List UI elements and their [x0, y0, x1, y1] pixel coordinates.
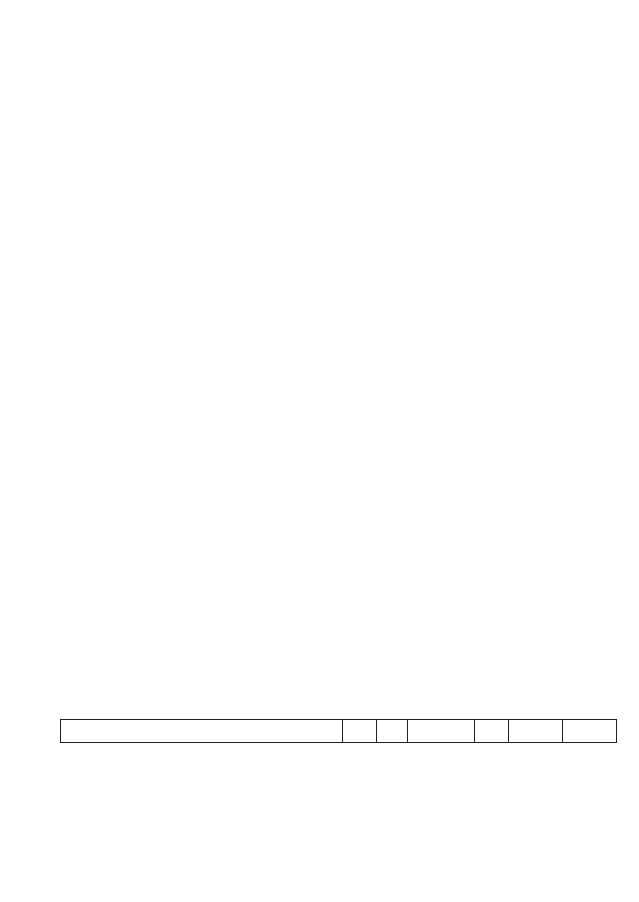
header-csr [408, 720, 475, 742]
table-header [60, 719, 617, 743]
header-vr [475, 720, 509, 742]
header-name [60, 720, 343, 742]
header-pr [377, 720, 408, 742]
header-rz [343, 720, 378, 742]
header-sum-2022 [509, 720, 563, 742]
allocation-table [60, 719, 617, 743]
header-sum-2023 [563, 720, 617, 742]
